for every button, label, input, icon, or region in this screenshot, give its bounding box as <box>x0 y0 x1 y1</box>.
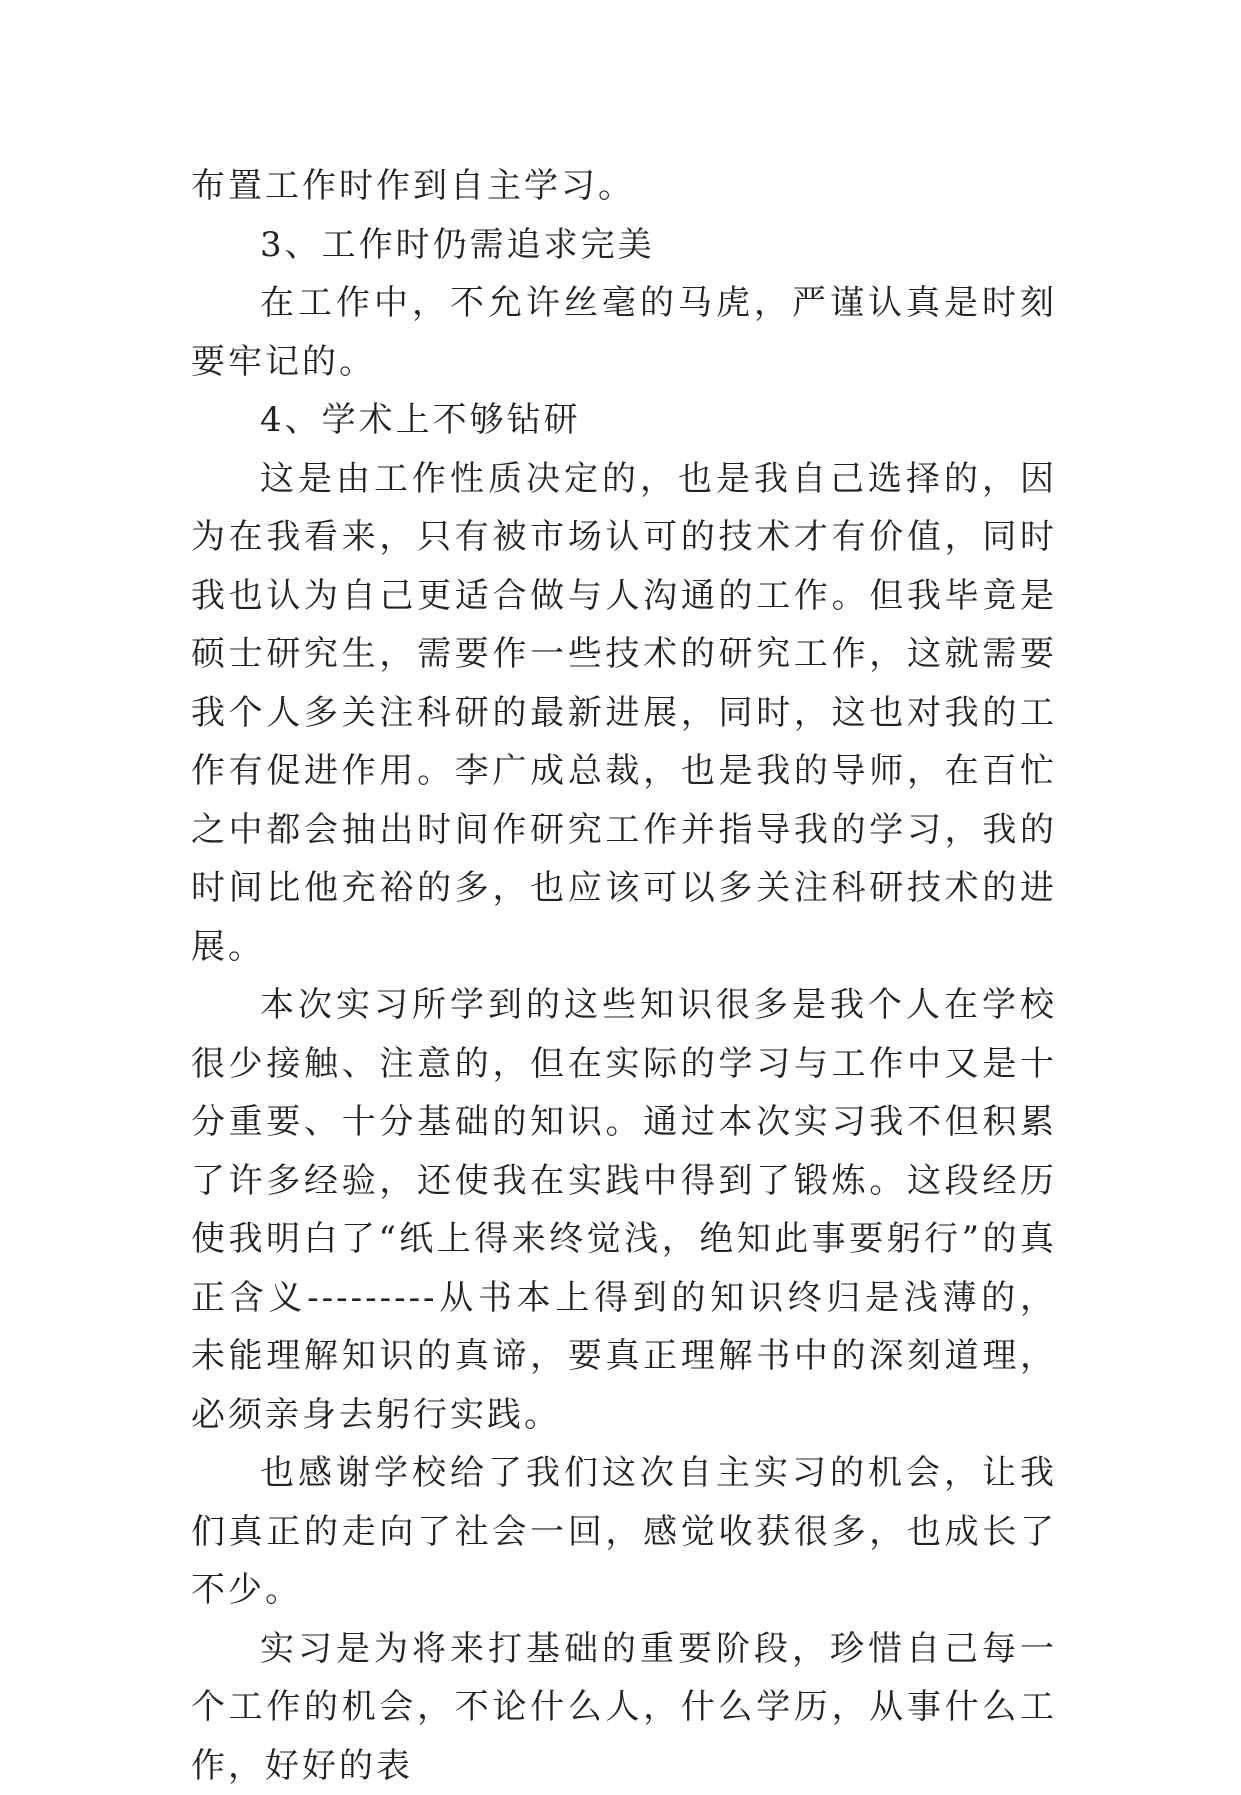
paragraph: 在工作中，不允许丝毫的马虎，严谨认真是时刻要牢记的。 <box>191 274 1057 391</box>
paragraph: 本次实习所学到的这些知识很多是我个人在学校很少接触、注意的，但在实际的学习与工作中又是十分重要、十分基础的知识。通过本次实习我不但积累了许多经验，还使我在实践中得到了锻炼。这段经历使我明白了“纸上得来终觉浅，绝知此事要躬行”的真正含义---------从书本上得到的知识终归是浅薄的，未能理解知识的真谛，要真正理解书中的深刻道理，必须亲身去躬行实践。 <box>191 976 1057 1444</box>
paragraph: 实习是为将来打基础的重要阶段，珍惜自己每一个工作的机会，不论什么人，什么学历，从事什么工作，好好的表 <box>191 1620 1057 1795</box>
document-body <box>191 157 1057 1795</box>
paragraph: 这是由工作性质决定的，也是我自己选择的，因为在我看来，只有被市场认可的技术才有价值，同时我也认为自己更适合做与人沟通的工作。但我毕竟是硕士研究生，需要作一些技术的研究工作，这就需要我个人多关注科研的最新进展，同时，这也对我的工作有促进作用。李广成总裁，也是我的导师，在百忙之中都会抽出时间作研究工作并指导我的学习，我的时间比他充裕的多，也应该可以多关注科研技术的进展。 <box>191 450 1057 977</box>
heading-item-3: 3、工作时仍需追求完美 <box>191 216 1057 275</box>
paragraph-continuation: 布置工作时作到自主学习。 <box>191 157 1057 216</box>
heading-item-4: 4、学术上不够钻研 <box>191 391 1057 450</box>
paragraph: 也感谢学校给了我们这次自主实习的机会，让我们真正的走向了社会一回，感觉收获很多，也成长了不少。 <box>191 1444 1057 1620</box>
